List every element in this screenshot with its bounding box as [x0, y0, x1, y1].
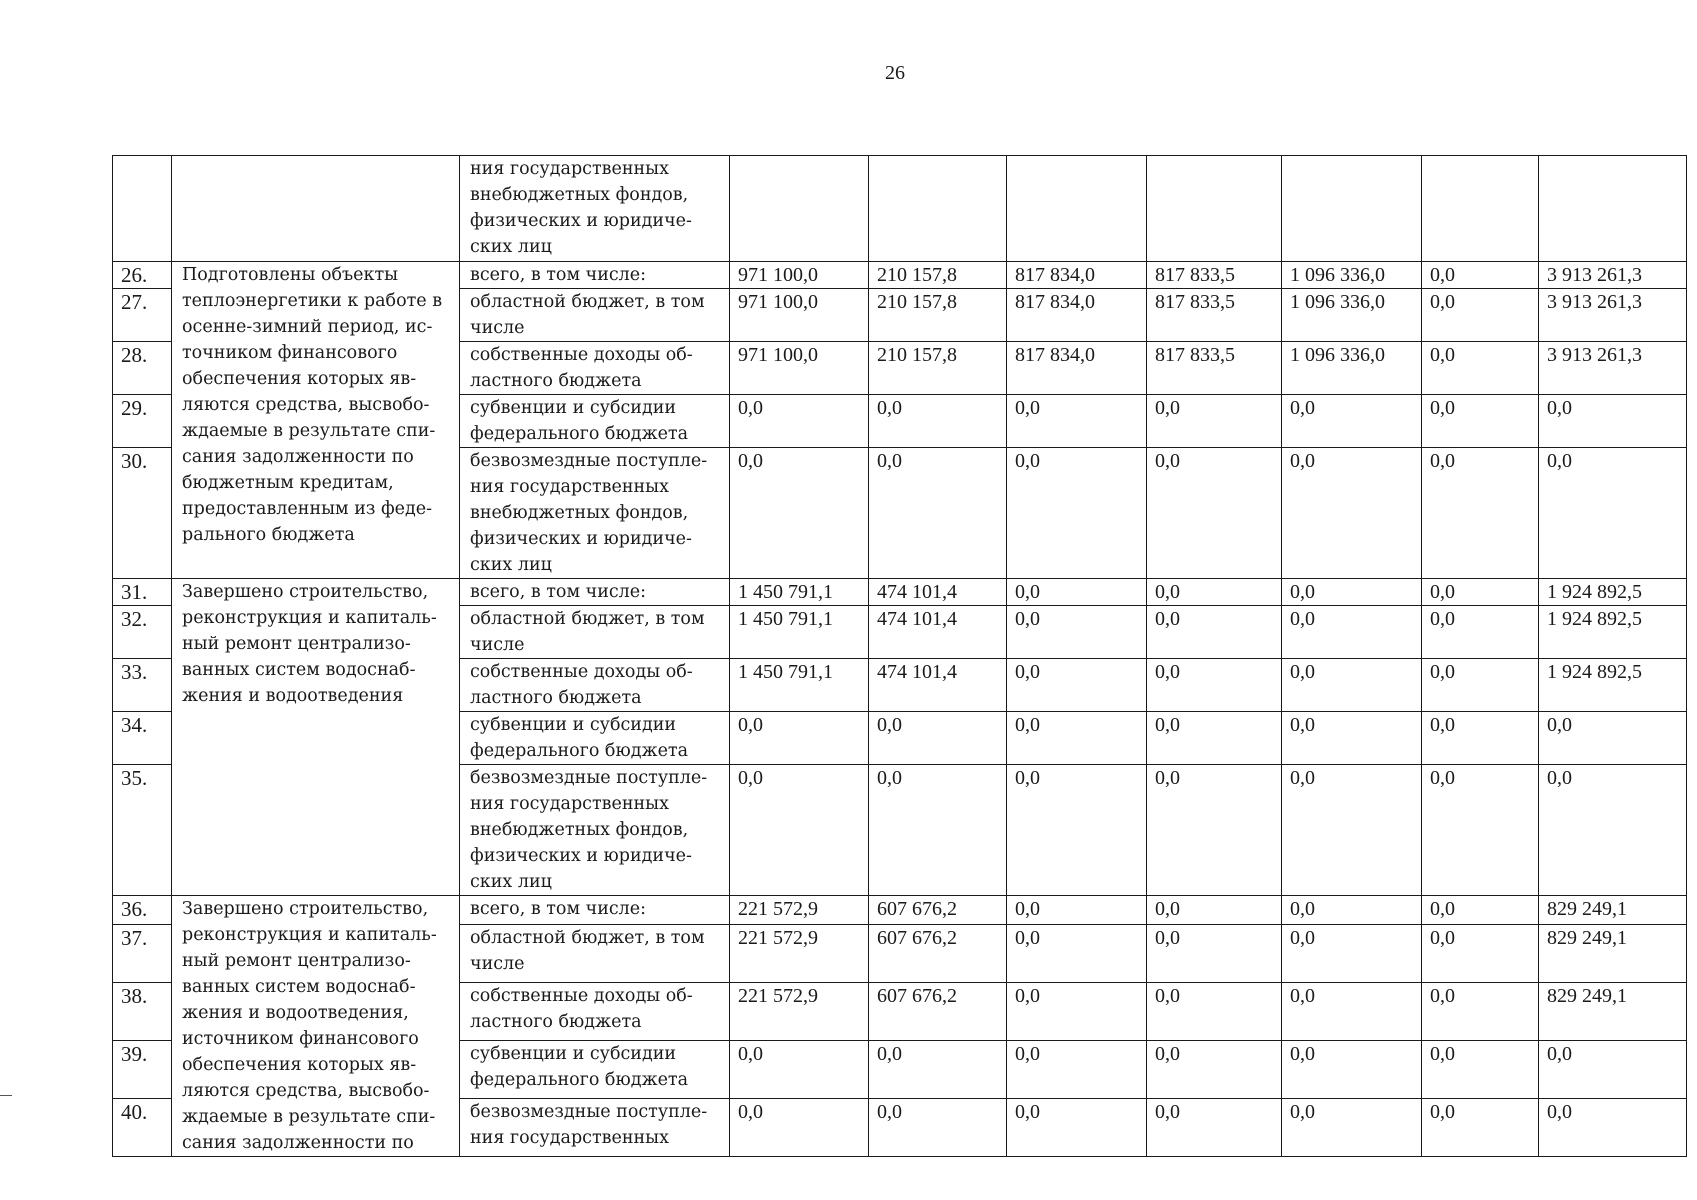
value-cell: 0,0 — [1422, 983, 1539, 1041]
value-cell: 210 157,8 — [869, 262, 1007, 289]
value-cell — [869, 156, 1007, 262]
value-cell: 0,0 — [1422, 896, 1539, 925]
value-cell: 210 157,8 — [869, 342, 1007, 395]
value-cell: 0,0 — [1282, 712, 1422, 765]
value-cell: 0,0 — [1282, 579, 1422, 606]
source-cell — [460, 262, 730, 289]
table-row — [113, 579, 1687, 606]
value-cell: 0,0 — [869, 765, 1007, 896]
value-cell: 0,0 — [1007, 1099, 1147, 1157]
value-cell: 0,0 — [1539, 765, 1687, 896]
table-row — [113, 262, 1687, 289]
value-cell: 0,0 — [1147, 765, 1282, 896]
value-cell: 1 924 892,5 — [1539, 606, 1687, 659]
source-cell — [460, 712, 730, 765]
value-cell: 0,0 — [1422, 342, 1539, 395]
value-cell: 0,0 — [869, 1099, 1007, 1157]
value-cell: 0,0 — [1147, 925, 1282, 983]
value-cell: 0,0 — [1422, 1099, 1539, 1157]
value-cell: 1 924 892,5 — [1539, 579, 1687, 606]
source-text: областной бюджет, в том числе — [470, 292, 705, 338]
value-cell: 0,0 — [1007, 448, 1147, 579]
source-text: субвенции и субсидии федерального бюджета — [470, 1044, 689, 1091]
description-cell — [172, 896, 460, 1157]
source-text: областной бюджет, в том числе — [470, 609, 705, 655]
value-cell: 0,0 — [730, 1041, 869, 1099]
source-text: областной бюджет, в том числе — [470, 928, 705, 975]
value-cell: 817 834,0 — [1007, 289, 1147, 342]
value-cell — [1147, 156, 1282, 262]
value-cell: 0,0 — [1539, 1041, 1687, 1099]
table-row — [113, 896, 1687, 925]
value-cell: 817 833,5 — [1147, 342, 1282, 395]
value-cell: 3 913 261,3 — [1539, 262, 1687, 289]
value-cell: 0,0 — [1147, 712, 1282, 765]
row-number-cell: 36. — [113, 896, 172, 925]
budget-table — [112, 155, 1687, 1157]
value-cell: 3 913 261,3 — [1539, 342, 1687, 395]
value-cell: 0,0 — [730, 712, 869, 765]
value-cell: 0,0 — [1007, 395, 1147, 448]
value-cell: 0,0 — [1147, 1041, 1282, 1099]
source-cell — [460, 983, 730, 1041]
source-cell — [460, 156, 730, 262]
value-cell: 829 249,1 — [1539, 896, 1687, 925]
description-cell — [172, 156, 460, 262]
value-cell: 0,0 — [1422, 262, 1539, 289]
value-cell: 0,0 — [1422, 448, 1539, 579]
source-cell — [460, 448, 730, 579]
source-text: всего, в том числе: — [470, 899, 647, 919]
value-cell: 0,0 — [869, 395, 1007, 448]
value-cell: 0,0 — [730, 448, 869, 579]
source-cell — [460, 925, 730, 983]
row-number-cell: 34. — [113, 712, 172, 765]
value-cell: 0,0 — [1147, 395, 1282, 448]
source-cell — [460, 342, 730, 395]
value-cell: 0,0 — [1007, 1041, 1147, 1099]
source-text: всего, в том числе: — [470, 582, 647, 602]
row-number-cell: 39. — [113, 1041, 172, 1099]
row-number-cell: 29. — [113, 395, 172, 448]
row-number-cell: 26. — [113, 262, 172, 289]
value-cell: 971 100,0 — [730, 289, 869, 342]
value-cell: 1 450 791,1 — [730, 606, 869, 659]
table-body — [113, 156, 1687, 1157]
value-cell: 1 096 336,0 — [1282, 262, 1422, 289]
page-number: 26 — [885, 62, 905, 84]
value-cell: 0,0 — [1422, 395, 1539, 448]
value-cell: 474 101,4 — [869, 659, 1007, 712]
source-cell — [460, 1041, 730, 1099]
value-cell: 0,0 — [1282, 765, 1422, 896]
source-cell — [460, 395, 730, 448]
value-cell: 0,0 — [1147, 448, 1282, 579]
value-cell: 210 157,8 — [869, 289, 1007, 342]
value-cell: 607 676,2 — [869, 983, 1007, 1041]
value-cell: 0,0 — [1422, 1041, 1539, 1099]
value-cell: 817 833,5 — [1147, 289, 1282, 342]
value-cell: 0,0 — [1147, 579, 1282, 606]
value-cell: 0,0 — [1282, 659, 1422, 712]
source-text: безвозмездные поступле- ния государственных — [470, 1102, 708, 1149]
value-cell — [1539, 156, 1687, 262]
value-cell — [1422, 156, 1539, 262]
value-cell: 0,0 — [730, 395, 869, 448]
source-text: собственные доходы об- ластного бюджета — [470, 345, 693, 391]
source-cell — [460, 289, 730, 342]
value-cell: 0,0 — [869, 448, 1007, 579]
source-text: всего, в том числе: — [470, 265, 647, 285]
value-cell: 0,0 — [1147, 659, 1282, 712]
row-number-cell: 30. — [113, 448, 172, 579]
value-cell: 0,0 — [1007, 925, 1147, 983]
value-cell: 0,0 — [1422, 765, 1539, 896]
value-cell: 0,0 — [1007, 983, 1147, 1041]
description-text: Завершено строительство, реконструкция и капиталь- ный ремонт централизо- ванных систем водоснаб- жения и водоотведения, источником финансового обеспечения которых яв- ляются средства, высвобо- ждаемые в результате спи- сания задолженности по — [182, 899, 437, 1153]
row-number-cell: 31. — [113, 579, 172, 606]
source-text: собственные доходы об- ластного бюджета — [470, 662, 693, 708]
value-cell: 817 833,5 — [1147, 262, 1282, 289]
value-cell: 0,0 — [1282, 448, 1422, 579]
value-cell: 971 100,0 — [730, 262, 869, 289]
source-cell — [460, 896, 730, 925]
source-text: собственные доходы об- ластного бюджета — [470, 986, 693, 1033]
value-cell: 474 101,4 — [869, 579, 1007, 606]
value-cell: 0,0 — [1282, 896, 1422, 925]
value-cell: 0,0 — [1007, 712, 1147, 765]
value-cell — [730, 156, 869, 262]
source-cell — [460, 606, 730, 659]
value-cell: 971 100,0 — [730, 342, 869, 395]
value-cell: 0,0 — [1422, 925, 1539, 983]
description-text: Подготовлены объекты теплоэнергетики к работе в осенне-зимний период, ис- точником финансового обеспечения которых яв- ляются средства, высвобо- ждаемые в результате спи- сания задолженности по бюджетным кредитам, предоставленным из феде- рального бюджета — [182, 265, 443, 545]
value-cell: 1 924 892,5 — [1539, 659, 1687, 712]
value-cell: 0,0 — [1147, 896, 1282, 925]
value-cell: 221 572,9 — [730, 983, 869, 1041]
value-cell: 0,0 — [869, 1041, 1007, 1099]
value-cell: 0,0 — [1282, 395, 1422, 448]
value-cell: 607 676,2 — [869, 896, 1007, 925]
value-cell: 0,0 — [1539, 395, 1687, 448]
value-cell: 829 249,1 — [1539, 925, 1687, 983]
value-cell: 0,0 — [1147, 606, 1282, 659]
value-cell: 1 096 336,0 — [1282, 289, 1422, 342]
value-cell: 0,0 — [730, 1099, 869, 1157]
value-cell: 607 676,2 — [869, 925, 1007, 983]
description-text: Завершено строительство, реконструкция и капиталь- ный ремонт централизо- ванных систем водоснаб- жения и водоотведения — [182, 582, 437, 706]
scan-mark — [0, 1095, 12, 1096]
value-cell: 0,0 — [1422, 659, 1539, 712]
source-text: безвозмездные поступле- ния государственных внебюджетных фондов, физических и юридиче- ских лиц — [470, 768, 708, 892]
value-cell: 221 572,9 — [730, 896, 869, 925]
value-cell: 829 249,1 — [1539, 983, 1687, 1041]
value-cell: 817 834,0 — [1007, 262, 1147, 289]
description-cell — [172, 262, 460, 579]
value-cell: 0,0 — [1007, 606, 1147, 659]
row-number-cell: 33. — [113, 659, 172, 712]
table-row-continuation — [113, 156, 1687, 262]
value-cell: 0,0 — [1422, 289, 1539, 342]
row-number-cell: 28. — [113, 342, 172, 395]
source-cell — [460, 765, 730, 896]
row-number-cell: 38. — [113, 983, 172, 1041]
value-cell: 0,0 — [1422, 712, 1539, 765]
value-cell — [1007, 156, 1147, 262]
value-cell: 0,0 — [1539, 712, 1687, 765]
value-cell: 0,0 — [1282, 1099, 1422, 1157]
row-number-cell — [113, 156, 172, 262]
value-cell: 817 834,0 — [1007, 342, 1147, 395]
value-cell: 3 913 261,3 — [1539, 289, 1687, 342]
value-cell: 0,0 — [1282, 1041, 1422, 1099]
value-cell: 0,0 — [1007, 659, 1147, 712]
value-cell: 0,0 — [1007, 579, 1147, 606]
value-cell: 1 450 791,1 — [730, 579, 869, 606]
row-number-cell: 40. — [113, 1099, 172, 1157]
value-cell: 0,0 — [1147, 983, 1282, 1041]
value-cell: 221 572,9 — [730, 925, 869, 983]
value-cell: 0,0 — [1282, 983, 1422, 1041]
value-cell: 474 101,4 — [869, 606, 1007, 659]
value-cell: 0,0 — [1007, 765, 1147, 896]
value-cell: 0,0 — [1282, 925, 1422, 983]
value-cell: 1 096 336,0 — [1282, 342, 1422, 395]
source-text: субвенции и субсидии федерального бюджета — [470, 715, 689, 761]
value-cell: 1 450 791,1 — [730, 659, 869, 712]
description-cell — [172, 579, 460, 896]
source-cell — [460, 579, 730, 606]
value-cell: 0,0 — [1539, 448, 1687, 579]
value-cell: 0,0 — [869, 712, 1007, 765]
source-text: субвенции и субсидии федерального бюджета — [470, 398, 689, 444]
value-cell: 0,0 — [1282, 606, 1422, 659]
value-cell: 0,0 — [1539, 1099, 1687, 1157]
value-cell: 0,0 — [1147, 1099, 1282, 1157]
row-number-cell: 37. — [113, 925, 172, 983]
source-text: ния государственных внебюджетных фондов, физических и юридиче- ских лиц — [470, 159, 692, 257]
row-number-cell: 27. — [113, 289, 172, 342]
value-cell — [1282, 156, 1422, 262]
value-cell: 0,0 — [1422, 606, 1539, 659]
row-number-cell: 32. — [113, 606, 172, 659]
source-cell — [460, 1099, 730, 1157]
source-cell — [460, 659, 730, 712]
row-number-cell: 35. — [113, 765, 172, 896]
value-cell: 0,0 — [1422, 579, 1539, 606]
value-cell: 0,0 — [730, 765, 869, 896]
value-cell: 0,0 — [1007, 896, 1147, 925]
source-text: безвозмездные поступле- ния государственных внебюджетных фондов, физических и юридиче- ских лиц — [470, 451, 708, 575]
